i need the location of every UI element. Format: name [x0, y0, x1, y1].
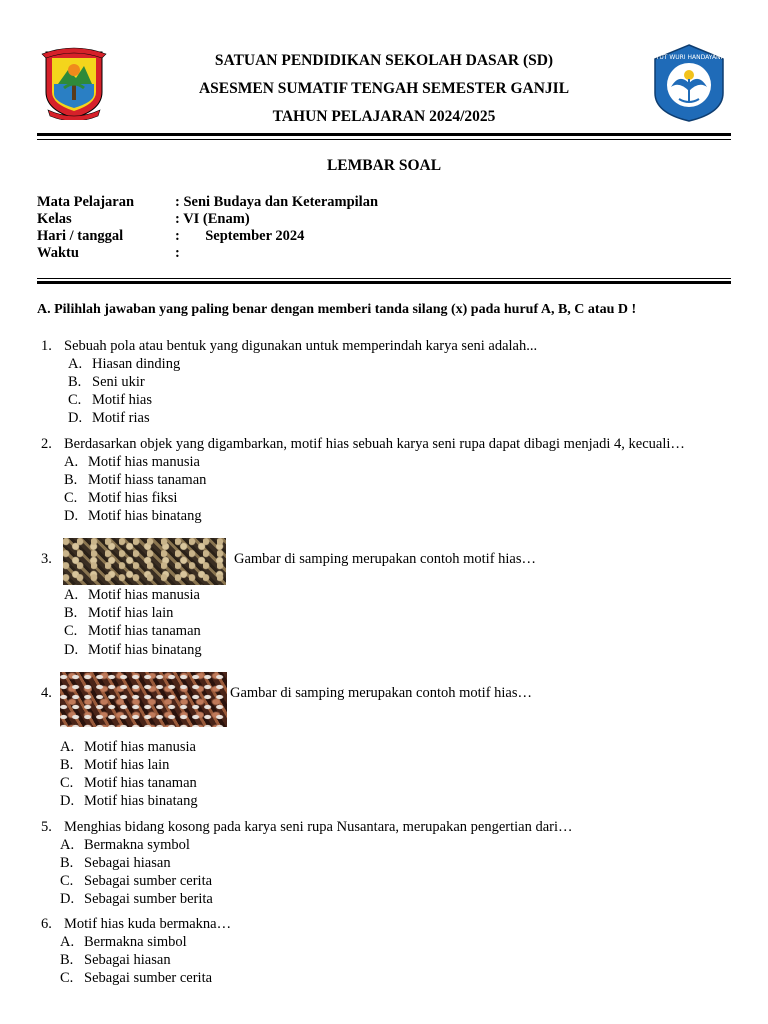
option-letter: B.: [60, 757, 74, 773]
info-divider-thin: [37, 278, 731, 279]
question-number: 4.: [41, 685, 52, 701]
question-number: 6.: [41, 916, 52, 932]
info-label: Waktu: [37, 245, 79, 261]
svg-text:TUT WURI HANDAYANI: TUT WURI HANDAYANI: [655, 54, 723, 61]
option-text: Motif hias manusia: [88, 454, 200, 470]
info-label: Kelas: [37, 211, 72, 227]
question-3-text: [234, 551, 536, 568]
option-letter: A.: [60, 739, 75, 755]
question-number: 3.: [41, 551, 52, 567]
doc-title: LEMBAR SOAL: [326, 157, 442, 174]
info-label: Hari / tanggal: [37, 228, 124, 244]
info-value: : September 2024: [175, 228, 305, 244]
option-letter: D.: [64, 508, 79, 524]
option-letter: D.: [60, 793, 75, 809]
option-letter: D.: [64, 642, 79, 658]
option-text: Motif hias binatang: [88, 642, 202, 658]
question-number: 5.: [41, 819, 52, 835]
option-text: Hiasan dinding: [92, 356, 181, 372]
option-letter: A.: [64, 587, 79, 603]
question-text: Sebuah pola atau bentuk yang digunakan untuk memperindah karya seni adalah...: [64, 338, 538, 354]
option-letter: B.: [60, 952, 74, 968]
option-text: Sebagai sumber cerita: [84, 873, 213, 889]
option-letter: B.: [60, 855, 74, 871]
option-text: Sebagai sumber berita: [84, 891, 213, 907]
option-text: Motif hias: [92, 392, 153, 408]
option-letter: C.: [68, 392, 82, 408]
option-letter: D.: [68, 410, 83, 426]
option-text: Motif hias lain: [88, 605, 174, 621]
option-text: Motif hias binatang: [84, 793, 198, 809]
option-letter: C.: [64, 490, 78, 506]
question-text: Gambar di samping merupakan contoh motif hias…: [230, 685, 533, 701]
instruction: A. Pilihlah jawaban yang paling benar dengan memberi tanda silang (x) pada huruf A, B, C atau D !: [37, 302, 637, 317]
option-text: Sebagai hiasan: [84, 952, 171, 968]
option-text: Motif hias manusia: [84, 739, 196, 755]
info-value: :: [175, 245, 180, 261]
option-letter: B.: [64, 605, 78, 621]
question-text: Menghias bidang kosong pada karya seni rupa Nusantara, merupakan pengertian dari…: [64, 819, 573, 835]
option-text: Bermakna simbol: [84, 934, 187, 950]
option-text: Motif hias binatang: [88, 508, 202, 524]
option-text: Motif hias tanaman: [84, 775, 197, 791]
option-letter: D.: [60, 891, 75, 907]
header-divider-thick: [37, 133, 731, 136]
option-text: Motif hias manusia: [88, 587, 200, 603]
option-text: Motif hias fiksi: [88, 490, 178, 506]
option-letter: C.: [64, 623, 78, 639]
option-text: Sebagai sumber cerita: [84, 970, 213, 986]
option-letter: A.: [60, 934, 75, 950]
option-text: Seni ukir: [92, 374, 145, 390]
option-letter: A.: [64, 454, 79, 470]
option-letter: C.: [60, 970, 74, 986]
header-line-1: SATUAN PENDIDIKAN SEKOLAH DASAR (SD): [214, 52, 554, 69]
info-value: : VI (Enam): [175, 211, 250, 227]
option-letter: C.: [60, 775, 74, 791]
option-text: Motif rias: [92, 410, 150, 426]
info-divider-thick: [37, 281, 731, 284]
batik-image-2: [60, 672, 227, 727]
option-text: Motif hias lain: [84, 757, 170, 773]
option-text: Sebagai hiasan: [84, 855, 171, 871]
question-number: 2.: [41, 436, 52, 452]
question-number: 1.: [41, 338, 52, 354]
info-value: : Seni Budaya dan Keterampilan: [175, 194, 379, 210]
option-text: Motif hias tanaman: [88, 623, 201, 639]
option-text: Motif hiass tanaman: [88, 472, 207, 488]
option-letter: B.: [64, 472, 78, 488]
question-text: Berdasarkan objek yang digambarkan, motif hias sebuah karya seni rupa dapat dibagi menjadi 4, kecuali…: [64, 436, 685, 452]
question-4-text: [230, 685, 532, 702]
question-text: Gambar di samping merupakan contoh motif hias…: [234, 551, 537, 567]
question-text: Motif hias kuda bermakna…: [64, 916, 232, 932]
info-label: Mata Pelajaran: [37, 194, 135, 210]
header-divider-thin: [37, 139, 731, 140]
option-letter: A.: [60, 837, 75, 853]
option-letter: C.: [60, 873, 74, 889]
header-line-2: ASESMEN SUMATIF TENGAH SEMESTER GANJIL: [198, 80, 570, 97]
batik-image-1: [63, 538, 226, 585]
header-line-3: TAHUN PELAJARAN 2024/2025: [272, 108, 496, 125]
option-letter: B.: [68, 374, 82, 390]
option-text: Bermakna symbol: [84, 837, 190, 853]
option-letter: A.: [68, 356, 83, 372]
